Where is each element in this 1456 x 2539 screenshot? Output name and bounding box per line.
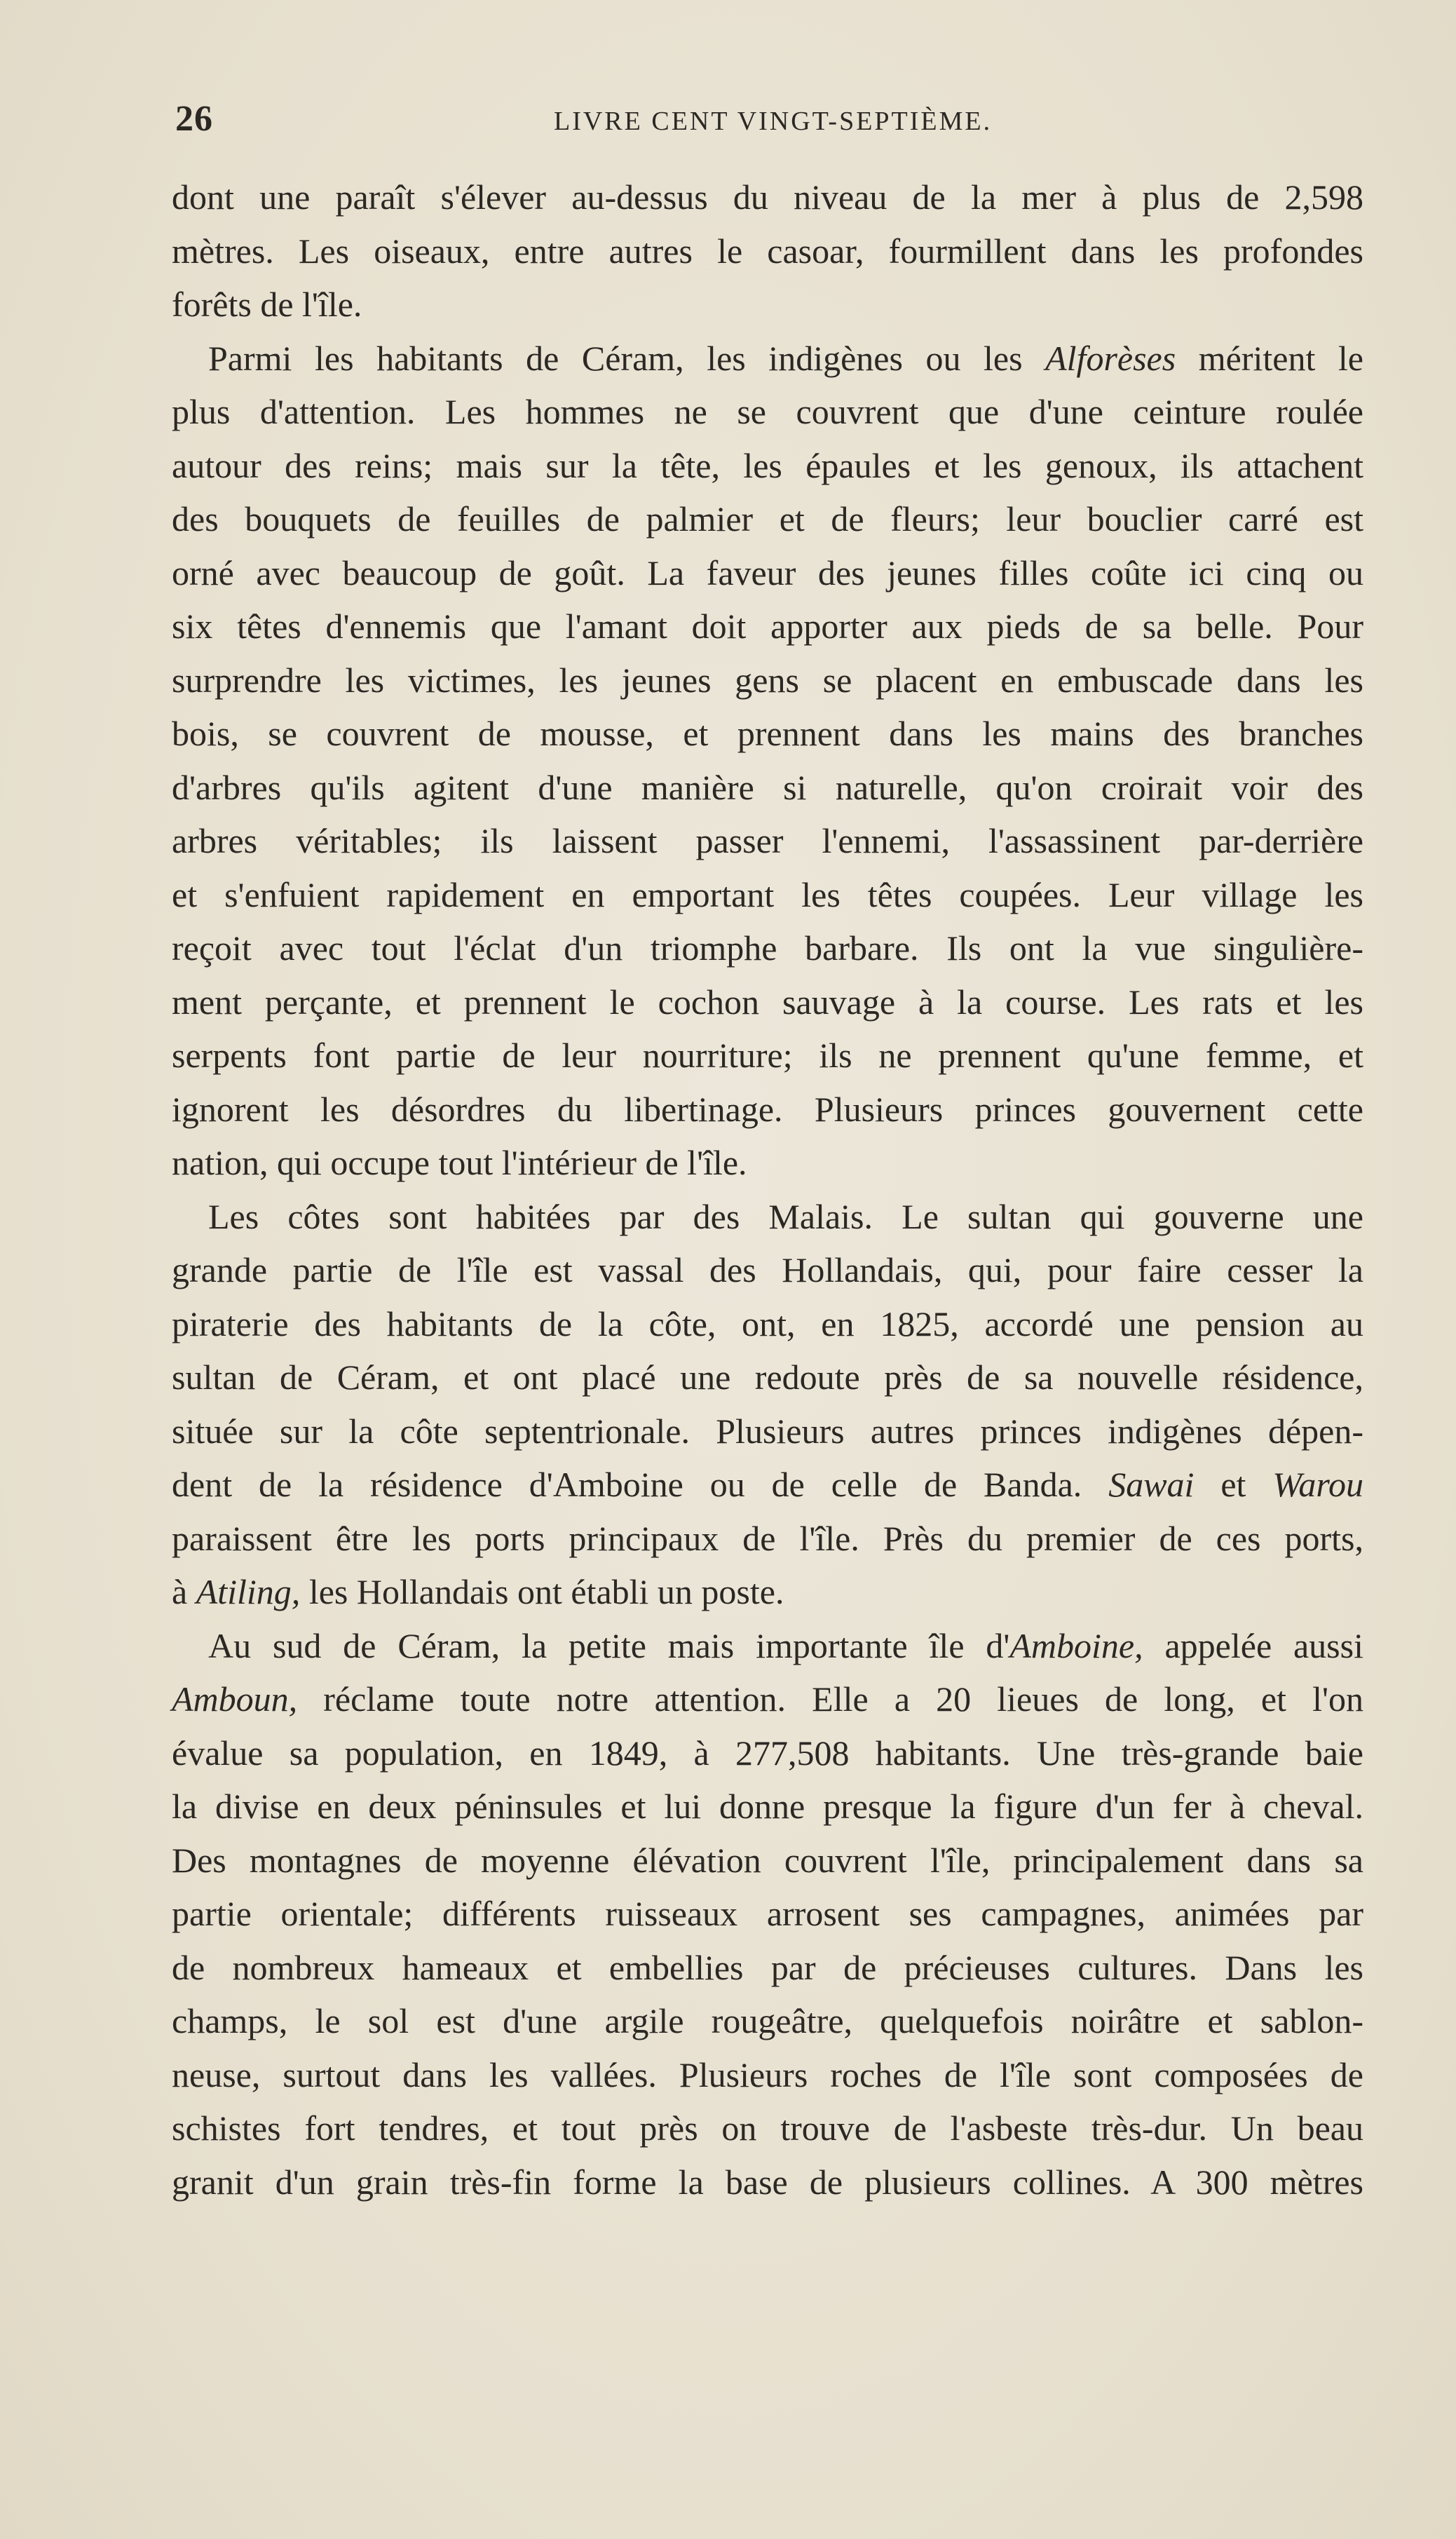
text-line: sultan de Céram, et ont placé une redoute près de sa nouvelle résidence, bbox=[172, 1357, 1363, 1397]
text-line: six têtes d'ennemis que l'amant doit apporter aux pieds de sa belle. Pour bbox=[172, 607, 1363, 646]
paragraph-first-line: Au sud de Céram, la petite mais importante île d'Amboine, appelée aussi bbox=[208, 1625, 1363, 1665]
text-line: champs, le sol est d'une argile rougeâtre, quelquefois noirâtre et sablon- bbox=[172, 2001, 1363, 2040]
text-line: ment perçante, et prennent le cochon sauvage à la course. Les rats et les bbox=[172, 982, 1363, 1022]
text-line: arbres véritables; ils laissent passer l'ennemi, l'assassinent par-derrière bbox=[172, 821, 1363, 860]
text-line: mètres. Les oiseaux, entre autres le casoar, fourmillent dans les profondes bbox=[172, 231, 1363, 271]
text-line: plus d'attention. Les hommes ne se couvrent que d'une ceinture roulée bbox=[172, 392, 1363, 431]
text-line: surprendre les victimes, les jeunes gens se placent en embuscade dans les bbox=[172, 660, 1363, 700]
body-text bbox=[172, 170, 1363, 2209]
text-line: Amboun, réclame toute notre attention. Elle a 20 lieues de long, et l'on bbox=[172, 1679, 1363, 1719]
text-line: serpents font partie de leur nourriture; ils ne prennent qu'une femme, et bbox=[172, 1036, 1363, 1075]
text-line: la divise en deux péninsules et lui donne presque la figure d'un fer à cheval. bbox=[172, 1787, 1363, 1826]
text-line: autour des reins; mais sur la tête, les épaules et les genoux, ils attachent bbox=[172, 445, 1363, 485]
text-line: située sur la côte septentrionale. Plusieurs autres princes indigènes dépen- bbox=[172, 1411, 1363, 1451]
text-line: dent de la résidence d'Amboine ou de celle de Banda. Sawai et Warou bbox=[172, 1465, 1363, 1504]
text-line: des bouquets de feuilles de palmier et de fleurs; leur bouclier carré est bbox=[172, 499, 1363, 539]
text-line: piraterie des habitants de la côte, ont, en 1825, accordé une pension au bbox=[172, 1304, 1363, 1343]
text-line: partie orientale; différents ruisseaux arrosent ses campagnes, animées par bbox=[172, 1894, 1363, 1933]
text-line: reçoit avec tout l'éclat d'un triomphe barbare. Ils ont la vue singulière- bbox=[172, 928, 1363, 968]
text-line: d'arbres qu'ils agitent d'une manière si naturelle, qu'on croirait voir des bbox=[172, 767, 1363, 807]
text-line: forêts de l'île. bbox=[172, 285, 362, 324]
text-line: et s'enfuient rapidement en emportant les têtes coupées. Leur village les bbox=[172, 874, 1363, 914]
text-line: orné avec beaucoup de goût. La faveur des jeunes filles coûte ici cinq ou bbox=[172, 553, 1363, 593]
page-header bbox=[175, 98, 1360, 140]
text-line: paraissent être les ports principaux de l'île. Près du premier de ces ports, bbox=[172, 1518, 1363, 1558]
text-line: de nombreux hameaux et embellies par de précieuses cultures. Dans les bbox=[172, 1947, 1363, 1987]
text-line: évalue sa population, en 1849, à 277,508 habitants. Une très-grande baie bbox=[172, 1733, 1363, 1773]
running-title: LIVRE CENT VINGT-SEPTIÈME. bbox=[554, 107, 993, 136]
text-line: dont une paraît s'élever au-dessus du niveau de la mer à plus de 2,598 bbox=[172, 177, 1363, 217]
text-line: ignorent les désordres du libertinage. Plusieurs princes gouvernent cette bbox=[172, 1089, 1363, 1129]
text-line: grande partie de l'île est vassal des Hollandais, qui, pour faire cesser la bbox=[172, 1250, 1363, 1289]
text-line: bois, se couvrent de mousse, et prennent dans les mains des branches bbox=[172, 714, 1363, 753]
paragraph-first-line: Parmi les habitants de Céram, les indigènes ou les Alforèses méritent le bbox=[208, 338, 1364, 378]
text-line: à Atiling, les Hollandais ont établi un poste. bbox=[172, 1572, 784, 1611]
page-number: 26 bbox=[175, 99, 213, 139]
text-line: schistes fort tendres, et tout près on trouve de l'asbeste très-dur. Un beau bbox=[172, 2108, 1363, 2148]
text-line: neuse, surtout dans les vallées. Plusieurs roches de l'île sont composées de bbox=[172, 2054, 1363, 2094]
paragraph-first-line: Les côtes sont habitées par des Malais. Le sultan qui gouverne une bbox=[208, 1196, 1363, 1236]
text-line: Des montagnes de moyenne élévation couvrent l'île, principalement dans sa bbox=[172, 1840, 1363, 1880]
text-line: granit d'un grain très-fin forme la base de plusieurs collines. A 300 mètres bbox=[172, 2162, 1363, 2202]
text-line: nation, qui occupe tout l'intérieur de l'île. bbox=[172, 1143, 747, 1182]
